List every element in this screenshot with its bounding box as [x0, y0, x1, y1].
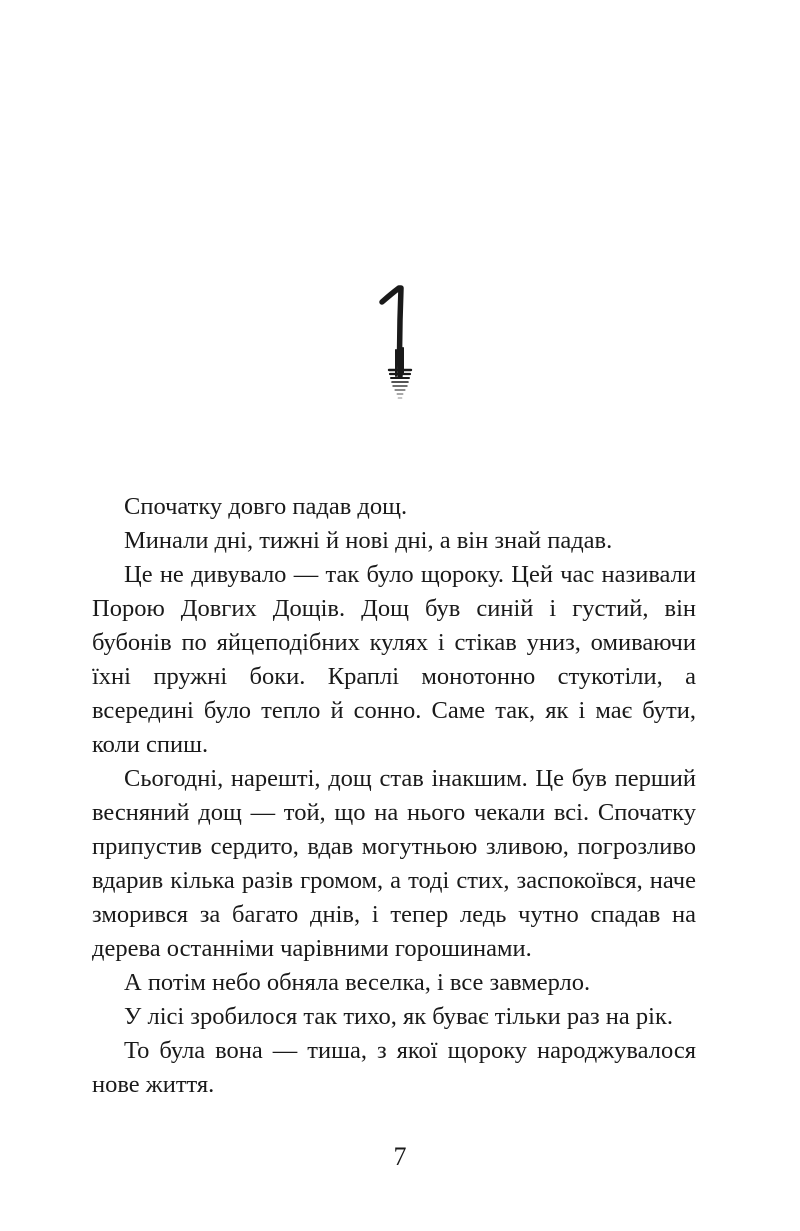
paragraph-7: То була вона — тиша, з якої щороку народжувалося нове життя.	[92, 1037, 696, 1098]
paragraph-3: Це не дивувало — так було щороку. Цей час називали Порою Довгих Дощів. Дощ був синій і густий, він бубонів по яйцеподібних кулях і стікав униз, омиваючи їхні пружні боки. Краплі монотонно стукотіли, а всередині було тепло й сонно. Саме так, як і має бути, коли спиш.	[92, 561, 696, 758]
paragraph-1: Спочатку довго падав дощ.	[124, 493, 408, 520]
paragraph-2: Минали дні, тижні й нові дні, а він знай падав.	[124, 527, 613, 554]
paragraph-5: А потім небо обняла веселка, і все завмерло.	[124, 969, 591, 996]
page-number: 7	[393, 1142, 407, 1171]
chapter-number: 1	[265, 180, 266, 181]
chapter-text	[92, 490, 696, 1102]
paragraph-4: Сьогодні, нарешті, дощ став інакшим. Це був перший весняний дощ — той, що на нього чекали всі. Спочатку припустив сердито, вдав могутньою зливою, погрозливо вдарив кілька разів громом, а тоді стих, заспокоївся, наче зморився за багато днів, і тепер ледь чутно спадав на дерева останніми чарівними горошинами.	[92, 765, 696, 962]
chapter-number-1-drawing	[265, 180, 435, 410]
paragraph-6: У лісі зробилося так тихо, як буває тільки раз на рік.	[124, 1003, 673, 1030]
